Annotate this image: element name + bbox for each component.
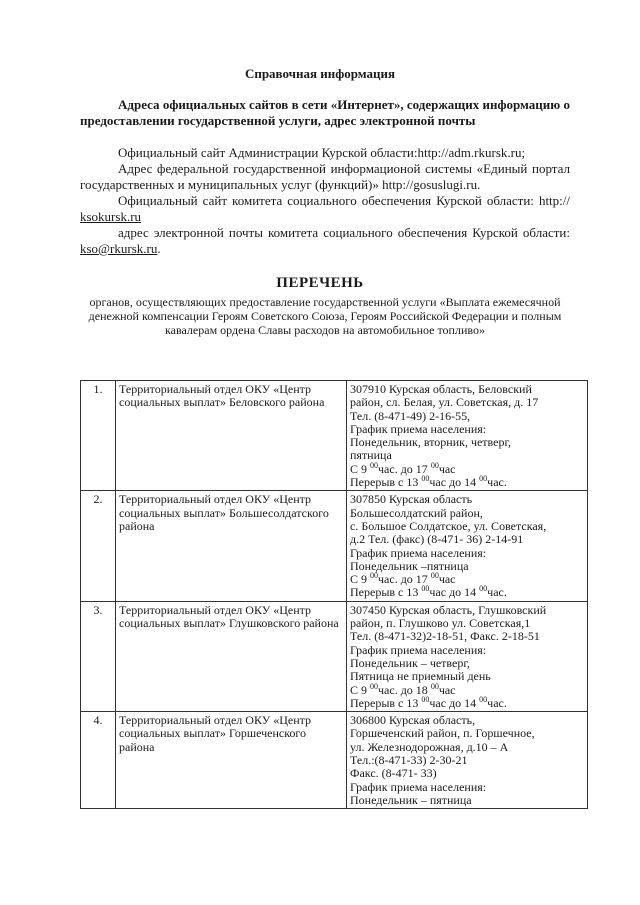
address-line: с. Большое Солдатское, ул. Советская, (350, 518, 547, 533)
address-line: 307910 Курская область, Беловский (350, 382, 532, 396)
office-number: 3. (81, 601, 116, 711)
address-line: Тел.:(8-471-33) 2-30-21 (350, 753, 468, 768)
sites-subheading (80, 97, 570, 129)
email-text: адрес электронной почты комитета социального обеспечения Курской области: (118, 225, 570, 240)
address-line: Понедельник – пятница (350, 792, 472, 807)
address-line: Горшеченский район, п. Горшечное, (350, 726, 535, 741)
break-line: Перерыв с 13 $^{00}$час до 14 $^{00}$час. (350, 474, 507, 490)
address-line: График приема населения: (350, 545, 487, 560)
address-line: д.2 Тел. (факс) (8-471- 36) 2-14-91 (350, 532, 524, 547)
office-address (347, 491, 588, 601)
address-line: Факс. (8-471- 33) (350, 766, 437, 781)
hours-line: С 9 $^{00}$час. до 17 $^{00}$час (350, 460, 456, 476)
break-line: Перерыв с 13 $^{00}$час до 14 $^{00}$час. (350, 584, 507, 600)
list-title: ПЕРЕЧЕНЬ (276, 275, 364, 291)
office-number: 4. (81, 712, 116, 809)
sites-subheading-text: Адреса официальных сайтов в сети «Интернет», содержащих информацию о предоставлении государственной услуги, адрес электронной почты (80, 97, 570, 128)
portal-site-line (80, 161, 570, 193)
table-row (81, 381, 588, 491)
break-sup: 00 (479, 474, 488, 484)
office-address (347, 381, 588, 491)
office-number: 2. (81, 491, 116, 601)
offices-table (80, 380, 588, 809)
address-line: Понедельник –пятница (350, 558, 469, 573)
table-row (81, 712, 588, 809)
email-line (80, 225, 570, 257)
address-line: Тел. (8-471-32)2-18-51, Факс. 2-18-51 (350, 629, 540, 644)
office-address (347, 712, 588, 809)
hours-sup: 00 (430, 681, 439, 691)
address-line: График приема населения: (350, 642, 487, 657)
hours-line: С 9 $^{00}$час. до 17 $^{00}$час (350, 571, 456, 587)
break-sup: 00 (421, 584, 430, 594)
address-line: Пятница не приемный день (350, 669, 491, 684)
address-line: График приема населения: (350, 779, 487, 794)
hours-sup: 00 (370, 460, 379, 470)
break-line: Перерыв с 13 $^{00}$час до 14 $^{00}$час. (350, 694, 507, 710)
address-line: ул. Железнодорожная, д.10 – А (350, 739, 509, 754)
office-address (347, 601, 588, 711)
committee-site-text: Официальный сайт комитета социального обеспечения Курской области: http:// (118, 193, 570, 208)
address-line: Понедельник – четверг, (350, 655, 470, 670)
break-sup: 00 (421, 694, 430, 704)
address-line: 306800 Курская область, (350, 713, 476, 728)
list-subtitle: органов, осуществляющих предоставление государственной услуги «Выплата ежемесячной денежной компенсации Героям Советского Союза, Героям Российской Федерации и полным кавалерам ордена Славы расходов на автомобильное топливо» (88, 295, 562, 337)
table-row (81, 601, 588, 711)
address-line: Большесолдатский район, (350, 505, 483, 520)
address-line: район, сл. Белая, ул. Советская, д. 17 (350, 395, 539, 410)
hours-line: С 9 $^{00}$час. до 18 $^{00}$час (350, 681, 456, 697)
admin-site-text: Официальный сайт Администрации Курской области:http://adm.rkursk.ru; (118, 145, 526, 160)
address-line: Понедельник, вторник, четверг, (350, 435, 512, 450)
hours-sup: 00 (430, 571, 439, 581)
hours-sup: 00 (370, 571, 379, 581)
address-line: пятница (350, 448, 392, 463)
office-number: 1. (81, 381, 116, 491)
address-line: 307450 Курская область, Глушковский (350, 602, 547, 617)
office-name: Территориальный отдел ОКУ «Центр социальных выплат» Большесолдатского района (116, 491, 347, 601)
office-name: Территориальный отдел ОКУ «Центр социальных выплат» Глушковского района (116, 601, 347, 711)
office-name: Территориальный отдел ОКУ «Центр социальных выплат» Беловского района (116, 381, 347, 491)
portal-site-text: Адрес федеральной государственной информационой системы «Единый портал государственных и муниципальных услуг (функций)» http://gosuslugi.ru. (80, 161, 570, 192)
committee-site-line (80, 193, 570, 225)
committee-site-link[interactable]: ksokursk.ru (80, 209, 142, 224)
table-row (81, 491, 588, 601)
address-line: Тел. (8-471-49) 2-16-55, (350, 408, 471, 423)
address-line: район, п. Глушково ул. Советская,1 (350, 616, 531, 631)
break-sup: 00 (479, 694, 488, 704)
address-line: 307850 Курская область (350, 492, 473, 507)
page-heading: Справочная информация (244, 66, 396, 81)
break-sup: 00 (421, 474, 430, 484)
hours-sup: 00 (370, 681, 379, 691)
office-name: Территориальный отдел ОКУ «Центр социальных выплат» Горшеченского района (116, 712, 347, 809)
address-line: График приема населения: (350, 421, 487, 436)
hours-sup: 00 (430, 460, 439, 470)
offices-table-body (81, 381, 588, 809)
email-link[interactable]: kso@rkursk.ru (80, 241, 158, 256)
admin-site-line (80, 145, 570, 161)
break-sup: 00 (479, 584, 488, 594)
email-end: . (157, 241, 161, 256)
